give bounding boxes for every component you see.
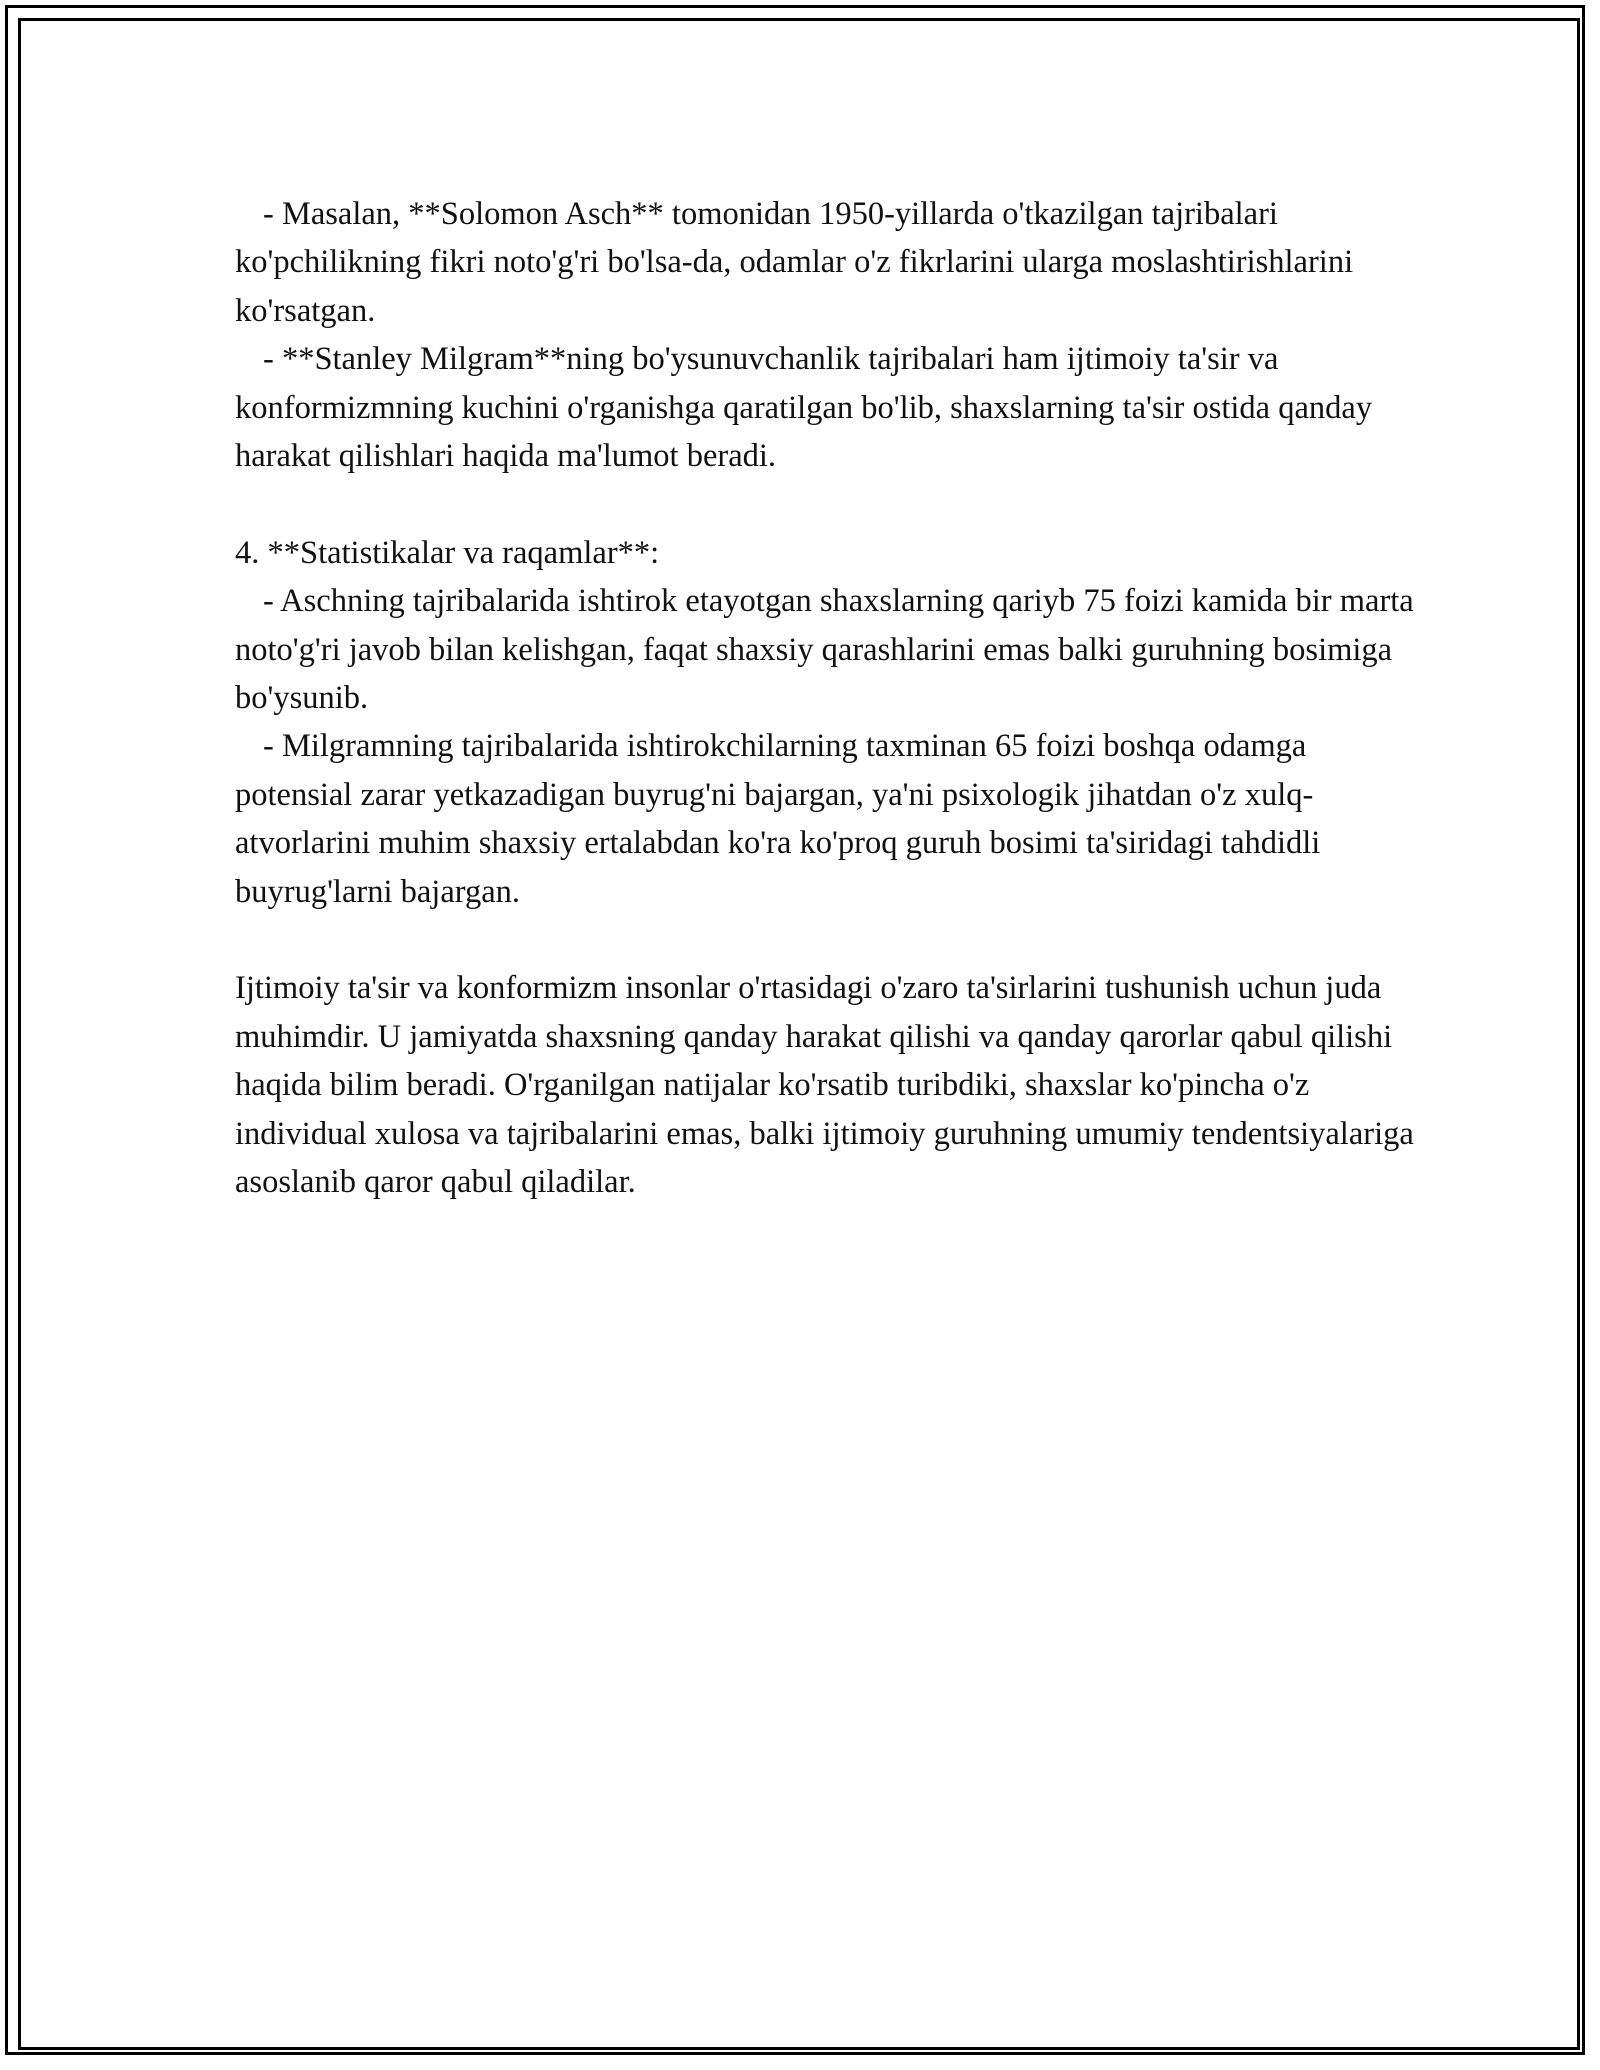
paragraph-milgram-example: - **Stanley Milgram**ning bo'ysunuvchanlik tajribalari ham ijtimoiy ta'sir va konformizmning kuchini o'rganishga qaratilgan bo'lib, shaxslarning ta'sir ostida qanday harakat qilishlari haqida ma'lumot beradi. bbox=[235, 341, 1373, 475]
paragraph-conclusion: Ijtimoiy ta'sir va konformizm insonlar o'rtasidagi o'zaro ta'sirlarini tushunish uchun juda muhimdir. U jamiyatda shaxsning qanday harakat qilishi va qanday qarorlar qabul qilishi haqida bilim beradi. O'rganilgan natijalar ko'rsatib turibdiki, shaxslar ko'pincha o'z individual xulosa va tajribalarini emas, balki ijtimoiy guruhning umumiy tendentsiyalariga asoslanib qaror qabul qiladilar. bbox=[235, 970, 1414, 1201]
blank-line bbox=[235, 480, 1415, 528]
document-body bbox=[235, 190, 1415, 1207]
paragraph-asch-example: - Masalan, **Solomon Asch** tomonidan 1950-yillarda o'tkazilgan tajribalari ko'pchilikning fikri noto'g'ri bo'lsa-da, odamlar o'z fikrlarini ularga moslashtirishlarini ko'rsatgan. bbox=[235, 196, 1354, 329]
paragraph-asch-statistic: - Aschning tajribalarida ishtirok etayotgan shaxslarning qariyb 75 foizi kamida bir marta noto'g'ri javob bilan kelishgan, faqat shaxsiy qarashlarini emas balki guruhning bosimiga bo'ysunib. bbox=[235, 583, 1414, 717]
paragraph-milgram-statistic: - Milgramning tajribalarida ishtirokchilarning taxminan 65 foizi boshqa odamga potensial zarar yetkazadigan buyrug'ni bajargan, ya'ni psixologik jihatdan o'z xulq-atvorlarini muhim shaxsiy ertalabdan ko'ra ko'proq guruh bosimi ta'siridagi tahdidli buyrug'larni bajargan. bbox=[235, 728, 1321, 910]
section-heading-statistics: 4. **Statistikalar va raqamlar**: bbox=[235, 534, 660, 571]
blank-line bbox=[235, 916, 1415, 964]
